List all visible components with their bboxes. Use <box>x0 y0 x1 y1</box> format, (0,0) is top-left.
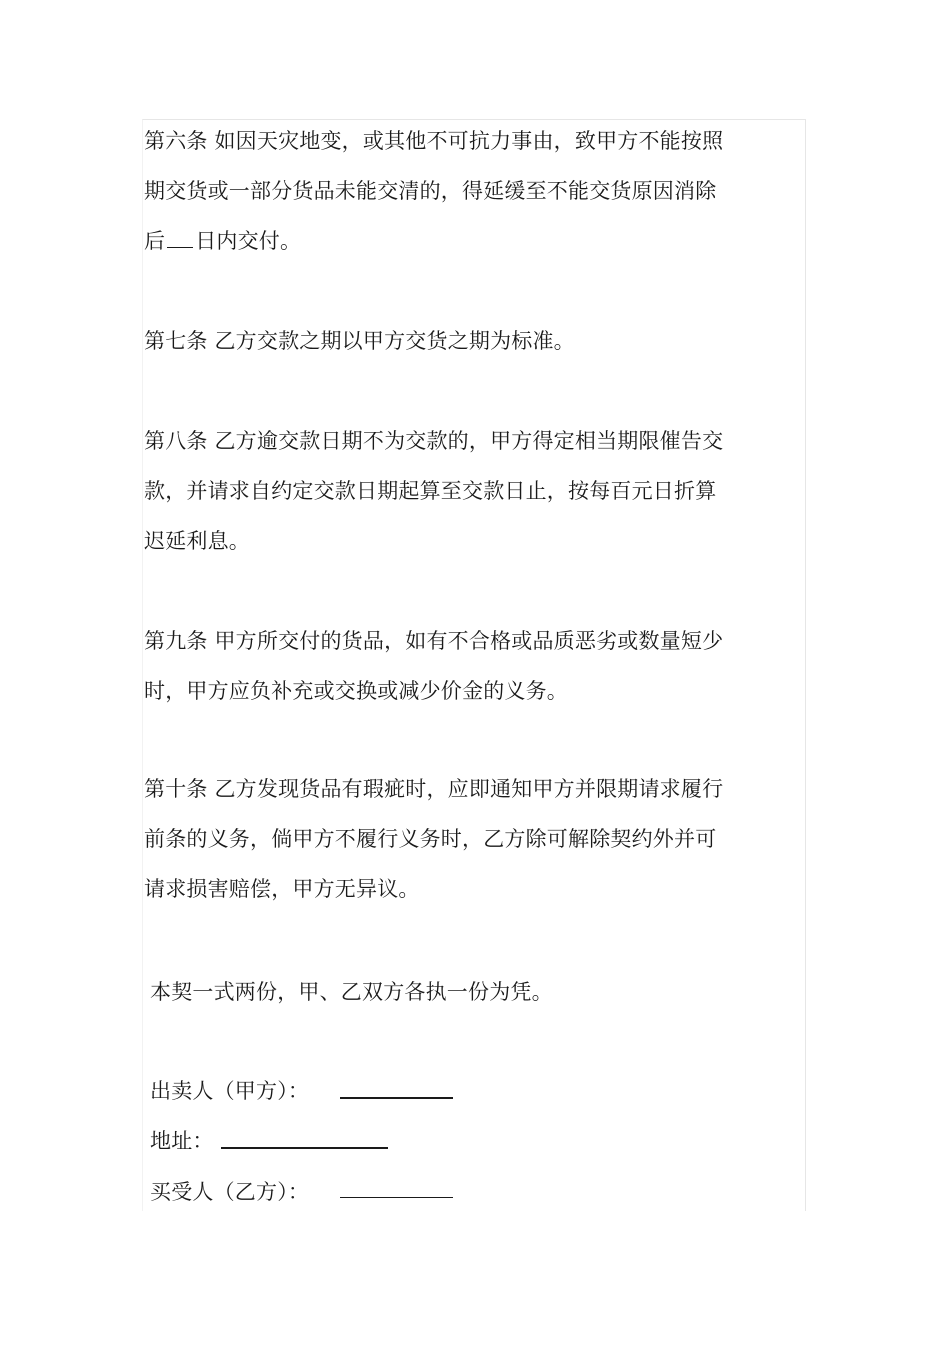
seller-signature-line <box>340 1097 453 1099</box>
article-8-line-2: 款，并请求自约定交款日期起算至交款日止，按每百元日折算 <box>144 479 717 503</box>
buyer-signature-line <box>340 1197 453 1198</box>
article-10-line-2: 前条的义务，倘甲方不履行义务时，乙方除可解除契约外并可 <box>144 827 717 851</box>
buyer-label: 买受人（乙方）： <box>150 1180 310 1204</box>
article-10-line-3: 请求损害赔偿，甲方无异议。 <box>144 877 420 901</box>
article-8-line-1: 第八条 乙方逾交款日期不为交款的，甲方得定相当期限催告交 <box>144 429 724 453</box>
page-frame <box>142 119 806 1211</box>
address-label: 地址： <box>150 1129 214 1153</box>
article-6-line-2: 期交货或一部分货品未能交清的，得延缓至不能交货原因消除 <box>144 179 717 203</box>
article-7-line-1: 第七条 乙方交款之期以甲方交货之期为标准。 <box>144 329 575 353</box>
article-6-line-3-suffix: 日内交付。 <box>195 229 302 253</box>
closing-statement: 本契一式两份，甲、乙双方各执一份为凭。 <box>150 980 553 1004</box>
article-6-line-1: 第六条 如因天灾地变，或其他不可抗力事由，致甲方不能按照 <box>144 129 724 153</box>
article-9-line-2: 时，甲方应负补充或交换或减少价金的义务。 <box>144 679 568 703</box>
article-9-line-1: 第九条 甲方所交付的货品，如有不合格或品质恶劣或数量短少 <box>144 629 724 653</box>
days-blank <box>167 246 193 248</box>
article-6-line-3-prefix: 后 <box>144 229 166 253</box>
address-signature-line <box>221 1147 388 1149</box>
article-8-line-3: 迟延利息。 <box>144 529 250 553</box>
article-6-line-3 <box>144 226 301 256</box>
article-10-line-1: 第十条 乙方发现货品有瑕疵时，应即通知甲方并限期请求履行 <box>144 777 724 801</box>
seller-label: 出卖人（甲方）： <box>150 1079 310 1103</box>
